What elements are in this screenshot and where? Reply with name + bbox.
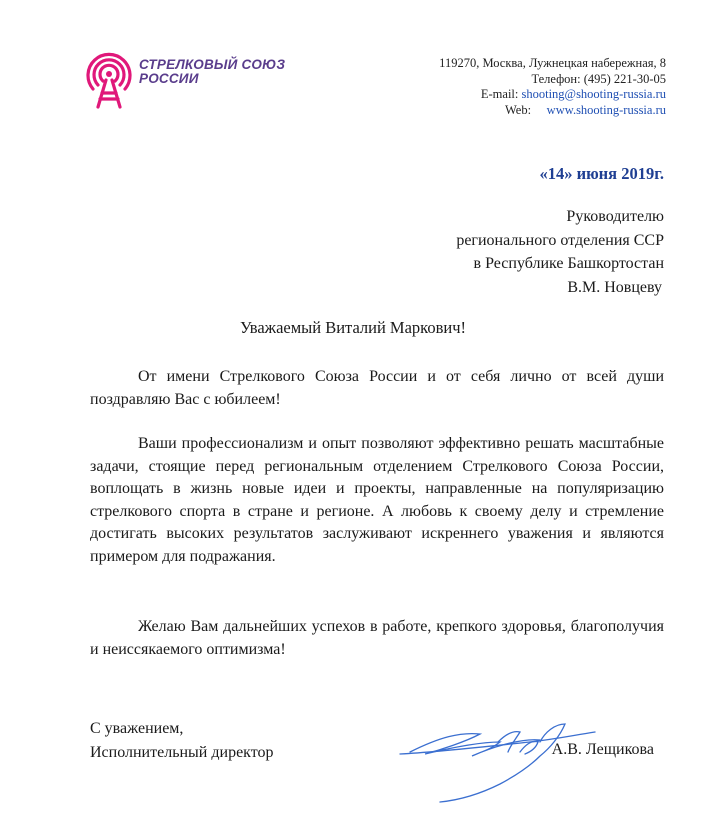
web-link[interactable]: www.shooting-russia.ru bbox=[546, 102, 666, 117]
org-name bbox=[139, 58, 285, 86]
signer-title: Исполнительный директор bbox=[90, 744, 274, 761]
addressee-line3: в Республике Башкортостан bbox=[473, 255, 664, 272]
addressee-block bbox=[456, 205, 664, 299]
phone: Телефон: (495) 221-30-05 bbox=[531, 71, 666, 86]
org-name-line1: СТРЕЛКОВЫЙ СОЮЗ bbox=[139, 57, 286, 72]
closing-regards: С уважением, bbox=[90, 720, 184, 737]
web-row bbox=[439, 103, 666, 119]
email-row bbox=[439, 87, 666, 103]
contact-block bbox=[439, 56, 666, 118]
email-label: E-mail: bbox=[480, 87, 519, 101]
paragraph-body: Ваши профессионализм и опыт позволяют эффективно решать масштабные задачи, стоящие перед региональным отделением Стрелкового Союза России, воплощать в жизнь новые идеи и проекты, направленные на популяризацию стрелкового спорта в стране и регионе. А любовь к своему делу и стремление достигать высоких результатов заслуживают искреннего уважения и являются примером для подражания. bbox=[90, 435, 664, 565]
addressee-line4: В.М. Новцеву bbox=[567, 278, 662, 296]
target-shooter-logo-icon bbox=[84, 49, 134, 111]
letter-date: «14» июня 2019г. bbox=[539, 164, 664, 183]
signer-name: А.В. Лещикова bbox=[551, 741, 654, 758]
salutation: Уважаемый Виталий Маркович! bbox=[239, 318, 467, 337]
address: 119270, Москва, Лужнецкая набережная, 8 bbox=[439, 56, 666, 70]
closing-block bbox=[90, 717, 274, 765]
handwritten-signature-icon bbox=[380, 712, 610, 812]
org-name-line2: РОССИИ bbox=[139, 71, 199, 86]
org-logo bbox=[84, 49, 304, 111]
paragraph-greeting: От имени Стрелкового Союза России и от себя лично от всей души поздравляю Вас с юбилеем! bbox=[90, 368, 664, 408]
web-label: Web: bbox=[504, 102, 532, 117]
addressee-line2: регионального отделения ССР bbox=[456, 231, 664, 249]
paragraph-wishes: Желаю Вам дальнейших успехов в работе, крепкого здоровья, благополучия и неиссякаемого оптимизма! bbox=[90, 618, 664, 658]
email-link[interactable]: shooting@shooting-russia.ru bbox=[521, 87, 666, 101]
addressee-line1: Руководителю bbox=[566, 208, 664, 225]
